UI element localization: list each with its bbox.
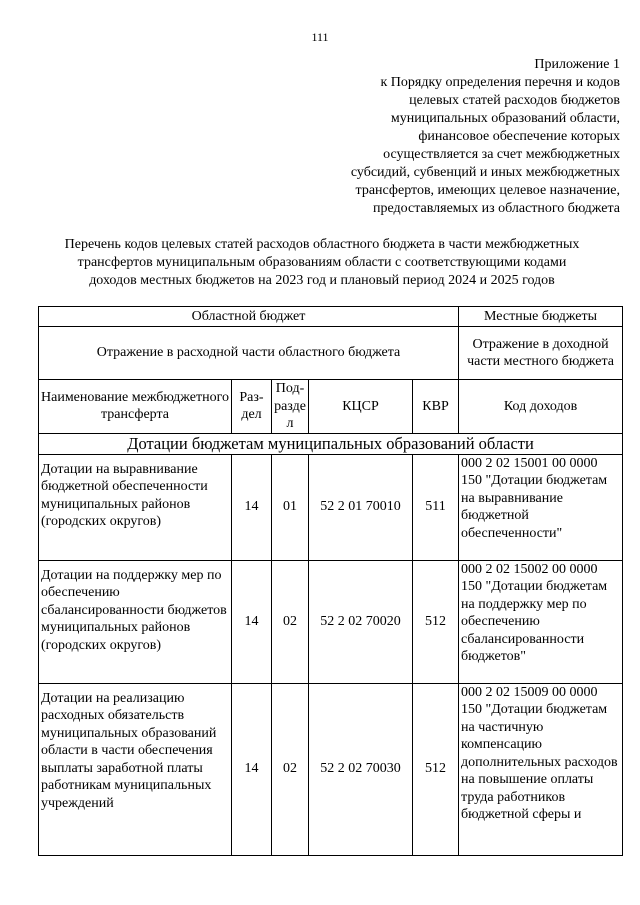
page-number: 111 [311,30,329,44]
appendix-note [320,56,620,218]
regional-budget-header: Областной бюджет [39,307,459,327]
income-code: 000 2 02 15002 00 0000 150 "Дотации бюджетам на поддержку мер по обеспечению сбалансированности бюджетов" [459,560,623,683]
section-code: 14 [232,683,272,855]
appendix-line: целевых статей расходов бюджетов [409,93,620,108]
transfer-codes-table [38,306,623,856]
table-row [39,683,623,855]
section-code: 14 [232,560,272,683]
title-line: доходов местных бюджетов на 2023 год и плановый период 2024 и 2025 годов [89,273,555,288]
income-code: 000 2 02 15001 00 0000 150 "Дотации бюджетам на выравнивание бюджетной обеспеченности" [459,454,623,560]
col-header-income-code: Код доходов [459,380,623,434]
income-reflection-header: Отражение в доходной части местного бюджета [459,327,623,380]
kvr-code: 512 [413,683,459,855]
kvr-code: 512 [413,560,459,683]
subsection-code: 02 [272,683,309,855]
appendix-line: предоставляемых из областного бюджета [373,201,620,216]
kcsr-code: 52 2 02 70030 [309,683,413,855]
appendix-line: к Порядку определения перечня и кодов [380,75,620,90]
appendix-line: осуществляется за счет межбюджетных [383,147,620,162]
col-header-kcsr: КЦСР [309,380,413,434]
transfer-name: Дотации на поддержку мер по обеспечению сбалансированности бюджетов муниципальных районов (городских округов) [39,560,232,683]
kcsr-code: 52 2 01 70010 [309,454,413,560]
expense-reflection-header: Отражение в расходной части областного бюджета [39,327,459,380]
kvr-code: 511 [413,454,459,560]
transfer-name: Дотации на выравнивание бюджетной обеспеченности муниципальных районов (городских округов) [39,454,232,560]
section-code: 14 [232,454,272,560]
transfer-name: Дотации на реализацию расходных обязательств муниципальных образований области в части обеспечения выплаты заработной платы работникам муниципальных учреждений [39,683,232,855]
income-code: 000 2 02 15009 00 0000 150 "Дотации бюджетам на частичную компенсацию дополнительных расходов на повышение оплаты труда работников бюджетной сферы и [459,683,623,855]
table-row [39,560,623,683]
local-budgets-header: Местные бюджеты [459,307,623,327]
col-header-section: Раз-дел [232,380,272,434]
appendix-line: трансфертов, имеющих целевое назначение, [355,183,620,198]
appendix-line: муниципальных образований области, [390,111,620,126]
col-header-subsection: Под-разде л [272,380,309,434]
appendix-line: субсидий, субвенций и иных межбюджетных [350,165,620,180]
section-title: Дотации бюджетам муниципальных образований области [39,433,623,454]
kcsr-code: 52 2 02 70020 [309,560,413,683]
table-row [39,454,623,560]
title-line: Перечень кодов целевых статей расходов областного бюджета в части межбюджетных [64,237,580,252]
subsection-code: 01 [272,454,309,560]
col-header-name: Наименование межбюджетного трансферта [39,380,232,434]
col-header-kvr: КВР [413,380,459,434]
appendix-line: Приложение 1 [534,57,620,72]
subsection-code: 02 [272,560,309,683]
appendix-line: финансовое обеспечение которых [418,129,620,144]
document-title [22,236,622,290]
title-line: трансфертов муниципальным образованиям области с соответствующими кодами [77,255,567,270]
